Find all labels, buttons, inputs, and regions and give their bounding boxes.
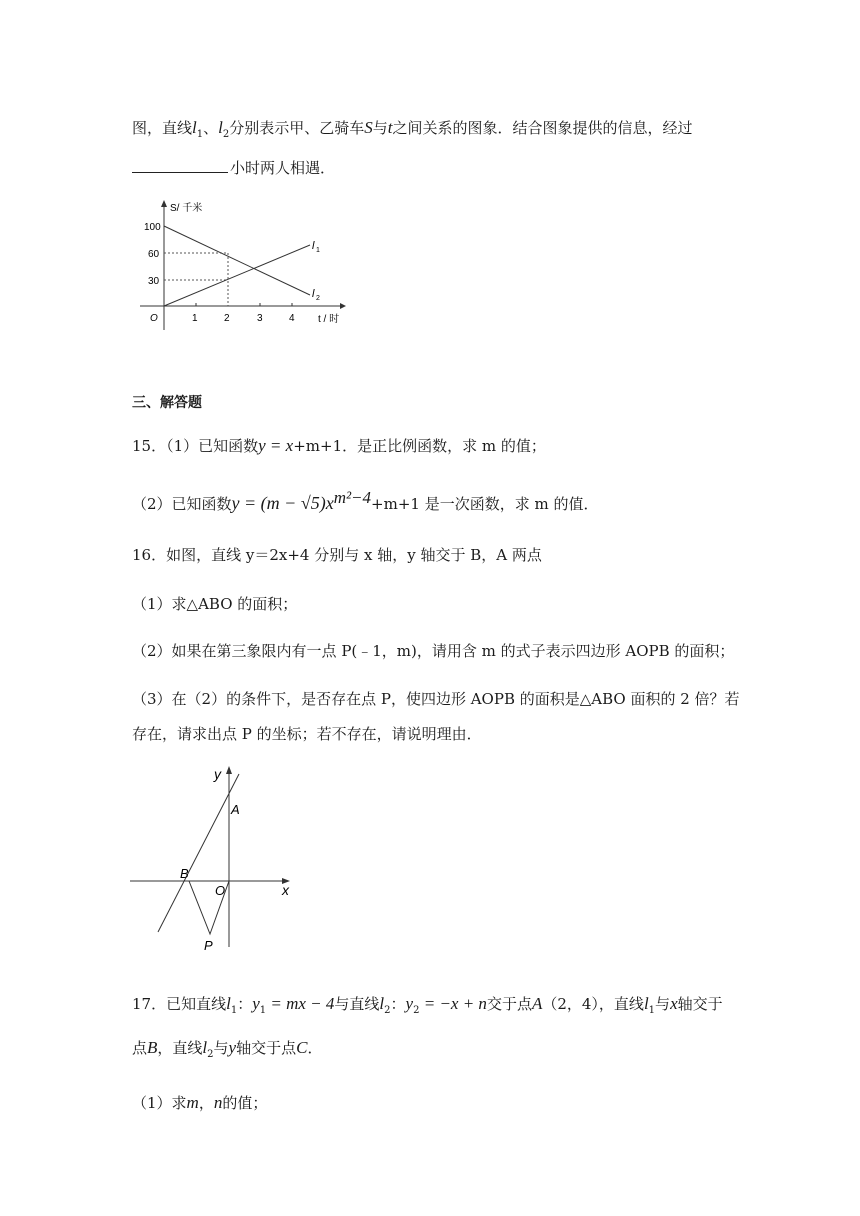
q17-l1b-sub: 1 bbox=[648, 1005, 656, 1016]
q17-l2b: l bbox=[202, 1038, 208, 1057]
l2-label: l bbox=[312, 288, 315, 300]
y-label: y bbox=[214, 766, 221, 782]
q17-y2-sub: 2 bbox=[413, 1005, 420, 1016]
q14-line1 bbox=[132, 118, 693, 145]
q17-point-b: B bbox=[147, 1038, 158, 1057]
q17-end: ． bbox=[307, 1039, 323, 1057]
l1-label: l bbox=[312, 240, 315, 252]
q17-p1-text-b: 的值； bbox=[222, 1094, 268, 1112]
x-tick-4: 4 bbox=[289, 313, 295, 324]
q17-text-c: 交于点 bbox=[486, 995, 532, 1013]
x-label: x bbox=[282, 882, 289, 898]
l2-label-sub: 2 bbox=[316, 295, 320, 302]
q17-colon: ： bbox=[237, 995, 253, 1013]
separator: 、 bbox=[203, 119, 219, 137]
q17-y2: y bbox=[405, 994, 414, 1013]
q15-p1-text-a: 15．（1）已知函数 bbox=[132, 437, 259, 455]
q16-part1: （1）求△ABO 的面积； bbox=[132, 595, 298, 613]
y-axis-arrow-icon bbox=[226, 766, 232, 774]
x-axis-label: t / 时 bbox=[318, 314, 340, 325]
q17-text-e: 与 bbox=[655, 995, 671, 1013]
q17-line1 bbox=[132, 994, 723, 1021]
point-a-label: A bbox=[231, 802, 240, 817]
q16-part3-line2: 存在，请求出点 P 的坐标；若不存在，请说明理由． bbox=[132, 725, 482, 743]
y-tick-30: 30 bbox=[148, 276, 160, 287]
q17-text-f: 轴交于 bbox=[677, 995, 723, 1013]
q14-text-d: 之间关系的图象．结合图象提供的信息，经过 bbox=[392, 119, 693, 137]
q16-part2: （2）如果在第三象限内有一点 P(﹣1，m)，请用含 m 的式子表示四边形 AOPB 的面积； bbox=[132, 642, 735, 660]
q17-l2-sub: 2 bbox=[384, 1005, 391, 1016]
distance-time-graph bbox=[140, 195, 360, 335]
q15-part1 bbox=[132, 436, 546, 456]
l2-symbol: l bbox=[218, 118, 223, 137]
line-l2 bbox=[164, 226, 310, 295]
q17-p1-text-a: （1）求 bbox=[132, 1094, 187, 1112]
q15-p1-formula: y = x bbox=[258, 436, 294, 455]
line-l1 bbox=[164, 245, 310, 306]
q17-y1: y bbox=[252, 994, 260, 1013]
q17-y1-sub: 1 bbox=[259, 1005, 267, 1016]
q17-text-b: 与直线 bbox=[334, 995, 380, 1013]
q17-line2 bbox=[132, 1038, 322, 1065]
q15-p2-text-a: （2）已知函数 bbox=[132, 495, 232, 513]
x-tick-1: 1 bbox=[192, 313, 198, 324]
q15-p2-text-b: +m+1 是一次函数，求 m 的值． bbox=[371, 495, 599, 513]
q17-l2: l bbox=[379, 994, 385, 1013]
point-o-label: O bbox=[215, 883, 226, 898]
q17-l1: l bbox=[226, 994, 231, 1013]
point-b-label: B bbox=[180, 866, 189, 881]
q17-l1b: l bbox=[643, 994, 649, 1013]
q14-text-a: 图，直线 bbox=[132, 119, 193, 137]
q17-text-h: ，直线 bbox=[157, 1039, 203, 1057]
y-tick-60: 60 bbox=[148, 249, 160, 260]
q17-colon2: ： bbox=[390, 995, 406, 1013]
x-tick-2: 2 bbox=[224, 313, 230, 324]
q15-p1-text-b: +m+1．是正比例函数，求 m 的值； bbox=[293, 437, 546, 455]
q17-m: m bbox=[186, 1093, 199, 1112]
origin-label: O bbox=[150, 313, 158, 324]
q15-part2 bbox=[132, 488, 598, 514]
q14-text-b: 分别表示甲、乙骑车 bbox=[229, 119, 365, 137]
q17-point-c: C bbox=[296, 1038, 308, 1057]
q16-title: 16．如图，直线 y＝2x+4 分别与 x 轴，y 轴交于 B，A 两点 bbox=[132, 546, 542, 564]
line-ab bbox=[158, 774, 239, 932]
y-axis-label: S/ 千米 bbox=[170, 203, 203, 214]
q15-p2-formula: y = (m − √5)x bbox=[231, 493, 334, 513]
x-axis-arrow-icon bbox=[340, 303, 346, 309]
section-title: 三、解答题 bbox=[132, 395, 202, 411]
q17-x: x bbox=[670, 994, 678, 1013]
y-axis-arrow-icon bbox=[161, 200, 167, 207]
point-p-label: P bbox=[204, 938, 213, 953]
q14-text-end: 小时两人相遇． bbox=[230, 159, 336, 177]
t-symbol: t bbox=[387, 118, 393, 137]
s-symbol: S bbox=[364, 118, 373, 137]
q17-part1 bbox=[132, 1093, 267, 1113]
q17-eq2: = −x + n bbox=[419, 994, 487, 1013]
q17-l2b-sub: 2 bbox=[207, 1049, 214, 1060]
q17-text-d: （2，4），直线 bbox=[542, 995, 644, 1013]
q15-p2-exponent: m²−4 bbox=[333, 488, 372, 507]
answer-blank[interactable] bbox=[132, 158, 228, 173]
l2-subscript: 2 bbox=[222, 129, 230, 140]
x-tick-3: 3 bbox=[257, 313, 263, 324]
q14-line2 bbox=[132, 158, 335, 178]
q17-eq1: = mx − 4 bbox=[266, 994, 335, 1013]
q17-l1-sub: 1 bbox=[230, 1005, 238, 1016]
q17-y: y bbox=[228, 1038, 237, 1057]
q17-text-a: 17．已知直线 bbox=[132, 995, 227, 1013]
l1-label-sub: 1 bbox=[316, 247, 320, 254]
q17-text-i: 与 bbox=[213, 1039, 229, 1057]
coordinate-graph bbox=[128, 762, 308, 962]
q14-text-c: 与 bbox=[372, 119, 388, 137]
l1-symbol: l bbox=[192, 118, 197, 137]
q17-comma: ， bbox=[198, 1094, 214, 1112]
y-tick-100: 100 bbox=[144, 222, 161, 233]
q17-text-j: 轴交于点 bbox=[236, 1039, 297, 1057]
q16-part3-line1: （3）在（2）的条件下，是否存在点 P，使四边形 AOPB 的面积是△ABO 面积的 2 倍？若 bbox=[132, 690, 740, 708]
q17-text-g: 点 bbox=[132, 1039, 148, 1057]
q17-point-a: A bbox=[531, 994, 543, 1013]
l1-subscript: 1 bbox=[196, 129, 204, 140]
q17-n: n bbox=[213, 1093, 223, 1112]
